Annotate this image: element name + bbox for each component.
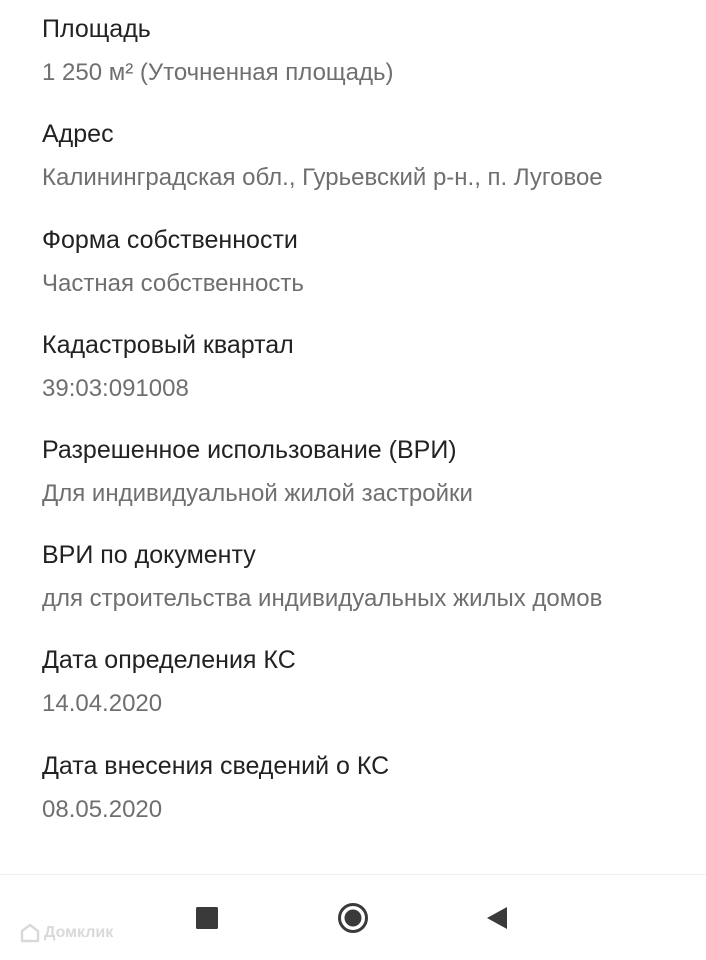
field-label: Площадь xyxy=(42,15,151,43)
system-navigation-bar xyxy=(0,874,706,960)
field-label: Кадастровый квартал xyxy=(42,331,294,359)
field-label: Форма собственности xyxy=(42,226,298,254)
field-address xyxy=(42,119,682,209)
square-recents-icon xyxy=(196,907,218,929)
triangle-back-icon xyxy=(486,906,508,930)
field-cadastral-value-entry-date xyxy=(42,751,682,841)
field-value: 1 250 м² (Уточненная площадь) xyxy=(42,59,394,86)
field-area xyxy=(42,14,682,104)
field-value: 14.04.2020 xyxy=(42,690,163,717)
field-value: для строительства индивидуальных жилых домов xyxy=(42,585,603,612)
back-button[interactable] xyxy=(467,875,527,960)
field-cadastral-value-date xyxy=(42,645,682,735)
field-value: Для индивидуальной жилой застройки xyxy=(42,480,473,507)
field-label: Адрес xyxy=(42,120,114,148)
circle-home-icon xyxy=(337,902,369,934)
field-value: Частная собственность xyxy=(42,270,304,297)
recents-button[interactable] xyxy=(177,875,237,960)
field-label: ВРИ по документу xyxy=(42,541,256,569)
field-cadastral-quarter xyxy=(42,330,682,420)
field-label: Разрешенное использование (ВРИ) xyxy=(42,436,457,464)
field-value: 08.05.2020 xyxy=(42,796,163,823)
field-value: 39:03:091008 xyxy=(42,375,189,402)
home-button[interactable] xyxy=(323,875,383,960)
field-value: Калининградская обл., Гурьевский р-н., п. Луговое xyxy=(42,164,603,191)
field-permitted-use xyxy=(42,435,682,525)
field-label: Дата внесения сведений о КС xyxy=(42,752,390,780)
field-permitted-use-by-document xyxy=(42,540,682,630)
field-ownership-form xyxy=(42,225,682,315)
watermark-text: Домклик xyxy=(44,924,114,941)
field-label: Дата определения КС xyxy=(42,646,296,674)
